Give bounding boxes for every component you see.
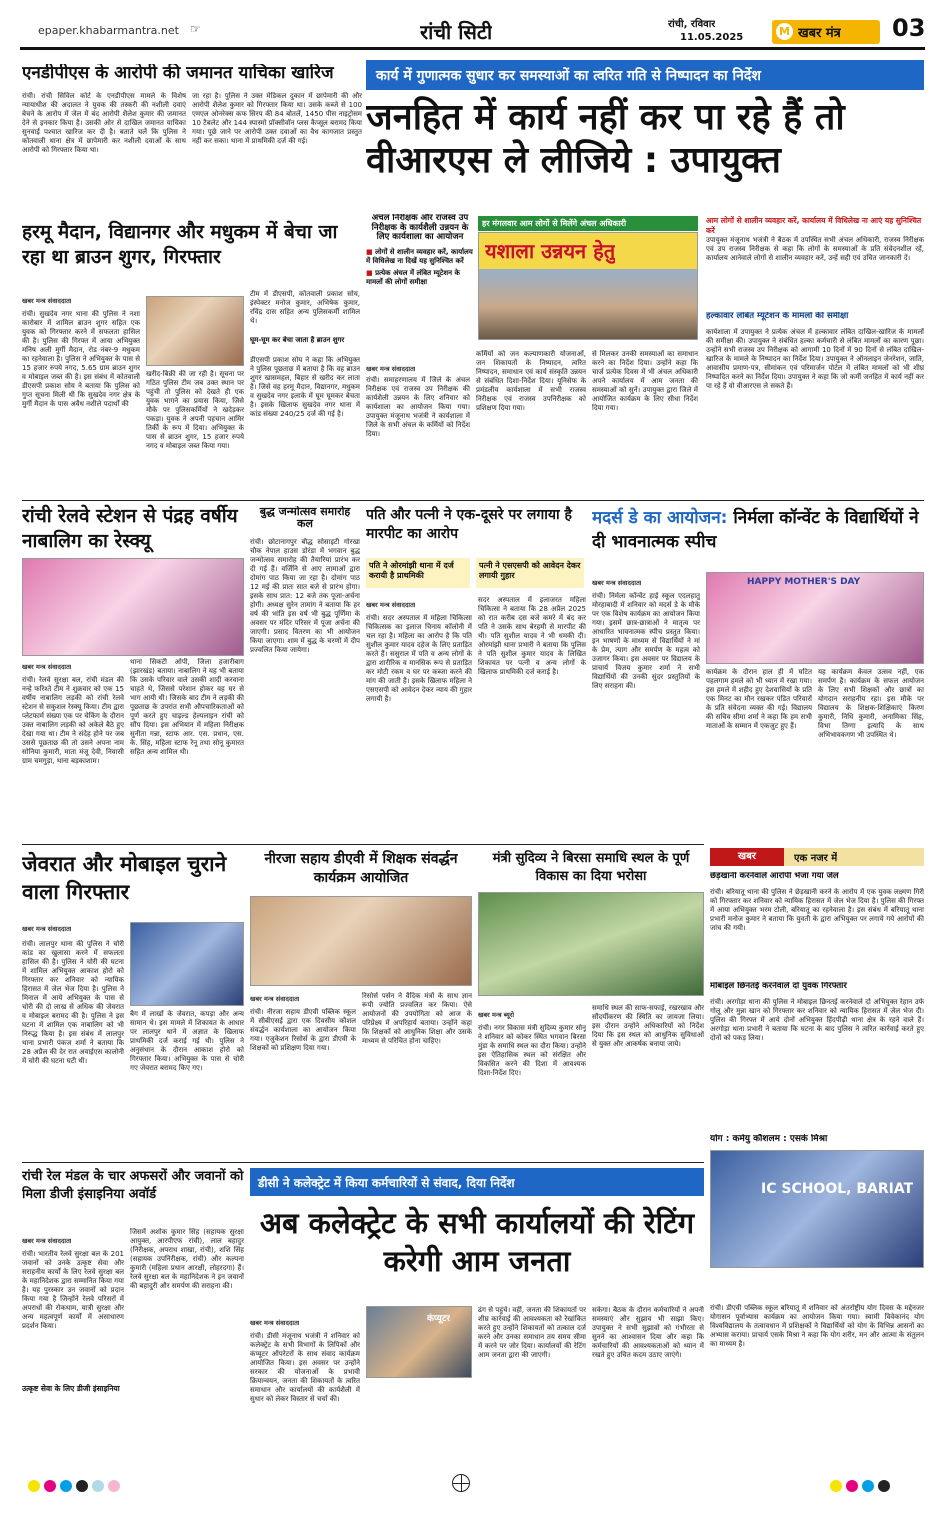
a4-photo [22,558,244,656]
a2-body-col1: रांची। समाहरणालय में जिले के अंचल निरीक्षक एवं राजस्व उप निरीक्षक की कार्यशैली उन्नयन के लिए शनिवार को कार्यशाला का आयोजन किया गया। उपायुक्त मंजूनाथ भजंत्री ने कार्यशाला में जिले के सभी अंचल के कर्मियों को निर्देश दिया। [366,376,470,438]
a2-box-title: अंचल निरीक्षक और राजस्व उप निरीक्षक के कार्यशैली उन्नयन के लिए कार्यशाला का आयोजन [371,214,469,243]
a3-body-col1: रांची। सुखदेव नगर थाना की पुलिस ने नशा कारोबार में शामिल ब्राउन शुगर सहित एक युवक को गिरफ्तार करने में सफलता हासिल की है। पुलिस की गिरफ्त में आया अभियुक्त मनिष अली मुर्गी मैदान, रोड नंबर-9 मधुकम का रहनेवाला है। पुलिस ने अभियुक्त के पास से 15 हजार रुपये नगद, 5.65 ग्राम ब्राउन शुगर व मोबाइल जब्त की है। इस संबंध में कोतवाली डीएसपी प्रकाश सोय ने बताया कि पुलिस को गुप्त सूचना मिली थी कि सुखदेव नगर क्षेत्र के मुर्गी मैदान के पास अवैध नशीले पदार्थों की [22,310,140,408]
registration-dots-left [28,1480,120,1492]
a5-body: रांची। छोटानागपुर बौद्ध सोसाइटी गोरखा चौक नेपाल हाउस डोरंडा में भगवान बुद्ध जन्मोत्सव समारोह की तैयारियां प्रारंभ कर दी गई हैं। वर्जिनि से आए लामाओं द्वारा दोमांग पाठ किया जा रहा है। दोमांग पाठ 12 मई की प्रातः सात बजे से प्रारंभ होगा। इसके साथ प्रात: 12 बजे तक पूजा-अर्चना होगी। अध्यक्ष सुरेन तामांग ने बताया कि हर वर्ष की भांति इस वर्ष भी बुद्ध पूर्णिमा के अवसर पर मंदिर परिसर में पूजा अर्चना की जाएगी। प्रसाद वितरण का भी आयोजन किया जाएगा। शाम में बुद्ध के चरणों में दीप प्रज्वलित किया जायेगा। [250,538,360,654]
a8-photo [130,922,244,1006]
a2-sub2: हल्कावार लंबित म्यूटेशन के मामलों की समीक्षा [706,312,849,321]
a3-body-col3a: टीम में डीएसपी, कोतवाली प्रकाश सोय, इंस्पेक्टर मनोज कुमार, अभिषेक कुमार, रविंद्र दास सहित अन्य पुलिसकर्मी शामिल थे। [250,290,360,325]
a7-body-col2: कार्यक्रम के दौरान हाल ही में घटित पहलगाम हमले को भी ध्यान में रखा गया। इस हमले में शहीद हुए देशवासियों के प्रति एक मिनट का मौन रखकर पंडित परिवारों के प्रति संवेदना व्यक्त की गई। विद्यालय की सचिव सीमा शर्मा ने कहा कि हम सभी माताओं के सम्मान में एकजुट हुए हैं। [706,668,812,730]
a1-body-col1: रांची। रांची सिविल कोर्ट के एनडीपीएस मामले के विशेष न्यायाधीश की अदालत ने युवक की तस्करी की नशीली दवाएं बेचने के आरोप में जेल में बंद आरोपी शैलेश कुमार की जमानत देने से इनकार किया है। उसकी ओर से दाखिल जमानत याचिका सुनवाई पश्चात खारिज कर दी है। बताते चलें कि पुलिस ने कोतवाली थाना क्षेत्र में छापेमारी कर नशीली दवाओं के साथ आरोपी को गिरफ्तार किया था। [22,92,186,154]
brand-logo-icon: M [776,23,793,40]
a13-kicker: डीसी ने कलेक्ट्रेट में किया कर्मचारियों से संवाद, दिया निर्देश [250,1168,704,1196]
a8-byline: खबर मन्त्र संवाददाता [22,925,72,933]
a7-body-col1: रांची। निर्मला कॉन्वेंट हाई स्कूल एदलहातु मोरहाबादी में शनिवार को मदर्स डे के मौके पर एक विशेष कार्यक्रम का आयोजन किया गया। इसमें छात्र-छात्राओं ने मातृत्व पर आधारित भावनात्मक स्पीच प्रस्तुत किया। इन भाषणों के माध्यम से विद्यार्थियों ने मां के प्रेम, त्याग और समर्पण के महत्व को उजागर किया। इस अवसर पर विद्यालय के प्राचार्य विजय कुमार शर्मा ने सभी विद्यार्थियों की उनकी सुंदर प्रस्तुतियों के लिए सराहना की। [592,592,700,690]
a12-headline: रांची रेल मंडल के चार अफसरों और जवानों को मिला डीजी इंसाइनिया अवॉर्ड [22,1169,244,1202]
a2-kicker: कार्य में गुणात्मक सुधार कर समस्याओं का त्वरित गति से निष्पादन का निर्देश [366,60,924,90]
brand-logo [772,20,880,44]
a12-body-col2: जिसमें अशोक कुमार सिंह (सहायक सुरक्षा आयुक्त, आरपीएफ रांची), लाल बहादुर (निरीक्षक, अपराध शाखा, रांची), शशि सिंह (सहायक उपनिरीक्षक, रांची) और कल्पना कुमारी (महिला प्रधान आरक्षी, लोहरदगा) हैं। रेलवे सुरक्षा बल के महानिदेशक ने इन जवानों की बहादुरी और समर्पण की सराहना की। [130,1228,244,1290]
a11-tag-bar [710,848,924,866]
a11-sub1: छेड़खानी करनेवाले आरोपी भेजा गया जेल [710,872,839,881]
a8-body-col1: रांची। लालपुर थाना की पुलिस ने चोरी कांड का खुलासा करने में सफलता हासिल की है। पुलिस ने चोरी की घटना में शामिल अभियुक्त आकाश होरो को गिरफ्तार कर शनिवार को न्यायिक हिरासत में जेल भेज दिया है। पुलिस ने मिनाल में आये अभियुक्त के पास से चोरी की दो लाख से अधिक की जेवरात व मोबाइल बरामद की है। पुलिस ने इस घटना में शामिल एक नाबालिग को भी निरुद्ध किया है। इस संबंध में लालपुर थाना प्रभारी पंकज शर्मा ने बताया कि 28 अप्रैल की देर रात अवाईएस कालोनी में चोरी की घटना घटी थी। [22,940,124,1065]
a7-headline-blue: मदर्स डे का आयोजन: [592,508,728,528]
a7-headline-main: निर्मला कॉन्वेंट के विद्यार्थियों ने दी भावनात्मक स्पीच [592,508,919,552]
a2-side-red: आम लोगों से शालीन व्यवहार करें, कार्यालय में विधिलेख ना आएं यह सुनिश्चित करें [706,216,922,235]
a10-body-col1: रांची। नगर विकास मंत्री सुदिव्य कुमार सोनू ने शनिवार को कोकर स्थित भगवान बिरसा मुंडा के समाधि स्थल का दौरा किया। उन्होंने इस ऐतिहासिक स्थल को संरक्षित और विकसित करने की दिशा में आवश्यक दिशा-निर्देश दिए। [478,1024,586,1077]
a13-body-col3: सकेगा। बैठक के दौरान कर्मचारियों ने अपनी समस्याएं और सुझाव भी साझा किए। उपायुक्त ने सभी सुझावों को गंभीरता से सुनने का आश्वासन दिया और कहा कि कर्मचारियों की आवश्यकताओं को ध्यान में रखते हुए उचित कदम उठाए जाएंगे। [592,1306,704,1359]
a2-photo-caption: हर मंगलवार आम लोगों से मिलेंगे अंचल अधिकारी [478,216,698,231]
a6-sub1: पति ने ओरमांझी थाना में दर्ज करायी है प्राथमिकी [366,558,470,588]
a11-body1: रांची। बरियातू थाना की पुलिस ने छेड़खानी करने के आरोप में एक युवक लक्ष्मण गिरी को गिरफ्तार कर शनिवार को न्यायिक हिरासत में जेल भेज दिया है। पुलिस की गिरफ्त में आया अभियुक्त भरम टोली, बरियातू का रहनेवाला है। इस संबंध में बरियातू थाना प्रभारी मनोज कुमार ने बताया कि युवती के द्वारा अभियुक्त पर लगाये गये आरोपों की जांच की गयी। [710,888,924,932]
a3-body-col3b: डीएसपी प्रकाश सोय ने कहा कि अभियुक्त ने पुलिस पूछताछ में बताया है कि वह ब्राउन शुगर खासमहल, बिहार से खरीद कर लाता है। जिसे वह हरमू मैदान, विद्यानगर, मधुकम व सुखदेव नगर इलाके में घूम घूमकर बेचता है। इसके खिलाफ सुखदेव नगर थाना में कांड संख्या 240/25 दर्ज की गई है। [250,356,360,418]
a8-body-col2: बैग में लाखों के जेवरात, कपड़ा और अन्य सामान थे। इस मामले में शिकायत के आधार पर लालपुर थाने में अज्ञात के खिलाफ प्राथमिकी दर्ज कराई गई थी। पुलिस ने अनुसंधान के दौरान आकाश होरो को गिरफ्तार किया। अभियुक्त के पास से चोरी गए जेवरात बरामद किए गए। [130,1010,244,1072]
a2-body-col2: कर्मियों को जन कल्याणकारी योजनाओं, जन शिकायतों के निष्पादन, त्वरित निष्पादन, समाधान एवं कार्य संस्कृति उन्नयन से संबंधित दिशा-निर्देश दिया। यूनिसेफ के प्रमंडलीय कार्यशाला में सभी राजस्व निरीक्षक एवं राजस्व उपनिरीक्षक को प्रशिक्षण दिया गया। [476,350,586,412]
a10-headline: मंत्री सुदिव्य ने बिरसा समाधि स्थल के पूर्ण विकास का दिया भरोसा [492,851,690,884]
a13-photo [366,1306,472,1378]
edition-date: 11.05.2025 [680,32,744,43]
a4-body-col2: थाना सिकटी ओपी, जिला हजारीबाग (झारखंड) बताया। नाबालिग ने यह भी बताया कि उसके परिवार वाले उसकी शादी करवाना चाहते थे, जिससे परेशान होकर वह घर से भाग आयी थी। जिसके बाद टीम ने लड़की की पूछताछ के उपरांत सभी औपचारिकताओं को पूर्ण करते हुए चाइल्ड हेल्पलाइन रांची को सौंप दिया। इस अभियान में महिला निरीक्षक सुनीता गन्ना, स्टाफ आर. एस. प्रधान, एस. के. सिंह, महिला स्टाफ रेनू तथा सोनू कुमारत सहित अन्य शामिल थी। [130,658,244,756]
a3-photo [146,296,244,366]
a10-body-col2: समाधि स्थल की साफ-सफाई, रखरखाव और सौंदर्यीकरण की स्थिति का जायजा लिया। इस दौरान उन्होंने अधिकारियों को निर्देश दिया कि इस स्थल को आधुनिक सुविधाओं से युक्त और आकर्षक बनाया जाये। [592,1004,704,1048]
a2-body-col3: से मिलकर उनकी समस्याओं का समाधान करने का निर्देश दिया। उन्होंने कहा कि चार्ज प्रत्येक दिवस में भी अंचल अधिकारी अपने कार्यालय में आम जनता की समस्याओं को सुनें। उपायुक्त द्वारा जिले में आयोजित कार्यक्रम के लिए सीधा निर्देश दिया गया। [592,350,698,412]
a10-byline: खबर मन्त्र ब्यूरो [478,1011,515,1019]
a2-headline: जनहित में कार्य नहीं कर पा रहे हैं तो वीआरएस ले लीजिये : उपायुक्त [366,97,845,181]
a4-headline: रांची रेलवे स्टेशन से पंद्रह वर्षीय नाबालिग का रेस्क्यू [22,505,238,552]
a11-body3: रांची। डीएवी पब्लिक स्कूल बरियातू में शनिवार को अंतर्राष्ट्रीय योग दिवस के मद्देनजर योगासन पूर्वाभ्यास कार्यक्रम का आयोजन किया गया। स्वामी विवेकानंद योग विश्वविद्यालय के तत्वावधान में प्रशिक्षकों ने विद्यार्थियों को योग के विभिन्न आसनों का अभ्यास कराया। प्राचार्य एसके मिश्रा ने कहा कि योग शरीर, मन और आत्मा के संतुलन का माध्यम है। [710,1304,924,1348]
a13-photo-banner: कंप्यूटर [427,1314,451,1324]
a9-byline: खबर मन्त्र संवाददाता [250,995,300,1003]
a6-body-col1: रांची। सदर अस्पताल में महिला चिकित्सा चिकित्सक का इलाज चिनाय कॉलोनी में चल रहा है। महिला का आरोप है कि पति सुशील कुमार यादव दहेज के लिए प्रताड़ित करते हैं। ससुराल में पति व अन्य लोगों के द्वारा शारीरिक व मानसिक रूप से प्रताड़ित कर मोटी रकम व घर पर कब्जा करने की मांग की जाती है। इसके खिलाफ महिला ने एसएसपी को आवेदन देकर न्याय की गुहार लगायी है। [366,614,472,703]
a2-side-body2: कार्यशाला में उपायुक्त ने प्रत्येक अंचल में हल्कावार लंबित दाखिल-खारिज के मामलों की समीक्षा की। उपायुक्त ने संबंधित हल्का कर्मचारी से लंबित मामलों का कारण पूछा। उन्होंने सभी राजस्व उप निरीक्षक को आगामी 10 दिनों में 90 दिनों से लंबित दाखिल-खारिज के मामले के निष्पादन का निर्देश दिया। उपायुक्त ने ऑनलाइन जेनरेशन, जाति, आवासीय प्रमाण-पत्र, सीमांकन एवं परिमार्जन पोर्टल में लंबित मामलों को भी शीघ्र निष्पादित करने का निर्देश दिया। उपायुक्त ने कहा कि जो कर्मी जनहित में कार्य नहीं कर पा रहे हैं वो वीआरएस ले सकते हैं। [706,328,924,390]
a13-byline: खबर मन्त्र संवाददाता [250,1319,300,1327]
a2-byline: खबर मन्त्र संवाददाता [366,365,416,373]
a11-sub3: योग : कर्मयु कौशलम : एसके मिश्रा [710,1134,828,1144]
a9-headline: नीरजा सहाय डीएवी में शिक्षक संवर्द्धन कार्यक्रम आयोजित [264,851,458,886]
a7-byline: खबर मन्त्र संवाददाता [592,579,642,587]
a11-sub2: मोबाइल छिनतई करनेवाले दो युवक गिरफ्तार [710,982,847,991]
a2-bullet-2: ■ प्रत्येक अंचल में लंबित म्यूटेशन के मामलों की लोगों समीक्षा [366,268,460,286]
brand-name: खबर मंत्र [798,26,841,41]
a13-body-col2: ढंग से पहुंचे। वहीं, जनता की शिकायतों पर शीघ्र कार्रवाई की आवश्यकता को रेखांकित करते हुए उन्होंने शिकायतों को तत्काल दर्ज करने और उनका समाधान तय समय सीमा में करने पर जोर दिया। कार्यालयों की रेटिंग आम जनता द्वारा की जाएगी। [478,1306,586,1359]
a3-headline: हरमू मैदान, विद्यानगर और मधुकम में बेचा जा रहा था ब्राउन शुगर, गिरफ्तार [22,221,338,268]
a9-body-col1: रांची। नीरजा सहाय डीएवी पब्लिक स्कूल में सीबीएसई द्वारा एक दिवसीय कौशल संवर्द्धन कार्यशाला का आयोजन किया गया। एजुकेशन रिसोर्स के द्वारा डीएवी के शिक्षकों को प्रशिक्षण दिया गया। [250,1008,356,1052]
a5-headline: बुद्ध जन्मोत्सव समारोह कल [259,506,351,531]
a11-photo [710,1150,924,1268]
a1-headline: एनडीपीएस के आरोपी की जमानत याचिका खारिज [22,64,334,83]
a6-body-col2: सदर अस्पताल में इलाजरत महिला चिकित्सा ने बताया कि 28 अप्रैल 2025 को रात करीब दस बजे कमरे में बंद कर पति ने उसके साथ बेरहमी से मारपीट की थी। पति सुशील यादव ने भी धमकी दी। ओरमांझी थाना प्रभारी ने बताया कि पुलिस ने पति सुशील कुमार यादव के लिखित शिकायत पर पत्नी व अन्य लोगों के खिलाफ प्राथमिकी दर्ज कराई है। [478,596,586,676]
section-title: रांची सिटी [420,20,493,44]
a9-photo [250,896,472,986]
registration-crosshair-icon [452,1474,470,1492]
a3-byline: खबर मन्त्र संवाददाता [22,297,72,305]
a1-body-col2: जा रहा है। पुलिस ने उक्त मेडिकल दुकान में छापेमारी की और आरोपी शैलेश कुमार को गिरफ्तार किया था। उसके कब्जे से 100 एमएल ओनरेक्स कफ सिरप की 84 बोतलें, 1450 पीस नाइट्रोसम 10 टैबलेट और 144 स्पास्मो प्रॉक्सीवॉन प्लस कैप्सूल बरामद किया गया। पूछे जाने पर आरोपी उक्त दवाओं का वैध कागजात प्रस्तुत नहीं कर सका। थाना में प्राथमिकी दर्ज की गई। [192,92,362,145]
a7-photo-banner: HAPPY MOTHER'S DAY [747,577,861,587]
a12-body-col1: रांची। भारतीय रेलवे सुरक्षा बल के 201 जवानों को उनके उत्कृष्ट सेवा और सराहनीय कार्यों के लिए रेलवे सुरक्षा बल के महानिदेशक द्वारा सम्मानित किया गया है। यह पुरस्कार उन जवानों को प्रदान किया गया है जिन्होंने रेलवे परिसरों में अपराधों की रोकथाम, यात्री सुरक्षा और अन्य महत्वपूर्ण कार्यों में असाधारण प्रदर्शन किया। [22,1250,124,1330]
place-day: रांची, रविवार [668,19,716,30]
a3-sub: घूम-घूम कर बेचा जाता है ब्राउन शुगर [250,336,345,344]
a11-tag: खबर [710,848,784,866]
a7-body-col3: यह कार्यक्रम केवल उत्सव नहीं, एक समर्पण है। कार्यक्रम के सफल आयोजन के लिए सभी शिक्षकों और छात्रों का योगदान सराहनीय रहा। इस मौके पर विद्यालय के शिक्षक-शिक्षिकाएं किरण कुमारी, निधि कुमारी, अनामिका सिंह, विभा तिग्गा इत्यादि के साथ अभिभावकगण भी उपस्थित थे। [818,668,924,739]
a7-headline [592,506,924,554]
a2-bullet-1: ■ लोगों से शालीन व्यवहार करें, कार्यालय में विधिलेख ना दिखें यह सुनिश्चित करें [366,247,473,265]
a12-byline: खबर मन्त्र संवाददाता [22,1237,72,1245]
page-number: 03 [892,14,925,42]
masthead [20,14,925,50]
site-url[interactable]: epaper.khabarmantra.net [38,24,179,37]
a3-body-col2: खरीद-बिक्री की जा रही है। सूचना पर गठित पुलिस टीम जब उक्त स्थान पर पहुंची तो पुलिस को देखते ही एक युवक भागने का प्रयास किया, जिसे मौके पर पुलिसकर्मियों ने खदेड़कर पकड़ा। युवक ने अपनी पहचान आमिर तिर्की के रूप में दिया। अभियुक्त के पास से ब्राउन शुगर, 15 हजार रुपये नगद व मोबाइल जब्त किया गया। [146,370,244,450]
a6-headline: पति और पत्नी ने एक-दूसरे पर लगाया है मारपीट का आरोप [366,507,572,542]
a8-headline: जेवरात और मोबाइल चुराने वाला गिरफ्तार [22,852,227,904]
a11-body2: रांची। अरगोड़ा थाना की पुलिस ने मोबाइल छिनतई करनेवाले दो अभियुक्त रेहान उर्फ गोलू और मुन्ना खान को गिरफ्तार कर शनिवार को न्यायिक हिरासत में जेल भेज दी। पुलिस की गिरफ्त में आये दोनों अभियुक्त हिंदपीढ़ी थाना क्षेत्र के रहने वाले हैं। अरगोड़ा थाना प्रभारी ने बताया कि घटना के बाद पुलिस ने त्वरित कार्रवाई करते हुए दोनों को पकड़ लिया। [710,998,924,1042]
a2-photo [478,232,698,340]
registration-dots-right [830,1480,890,1492]
a11-tag2: एक नजर में [794,853,838,864]
cursor-icon: ☞ [190,22,201,36]
a9-body-col2: रिसोर्स पर्सन ने वैदिक मंत्रों के साथ ज्ञान रूपी ज्योति प्रज्वलित कर किया। ऐसे आयोजनों की उपयोगिता को आज के परिप्रेक्ष्य में अपरिहार्य बताया। उन्होंने कहा कि शिक्षकों को आधुनिक शिक्षा और उसके माध्यम से परिचित होना चाहिए। [362,992,472,1045]
a2-box [366,214,474,350]
a13-headline: अब कलेक्ट्रेट के सभी कार्यालयों की रेटिंग करेगी आम जनता [259,1206,695,1278]
a12-sub: उत्कृष्ट सेवा के लिए डीजी इंसाइनिया [22,1384,120,1393]
a4-body-col1: रांची। रेलवे सुरक्षा बल, रांची मंडल की नन्हे फरिश्ते टीम ने शुक्रवार को एक 15 वर्षीय नाबालिग लड़की को रांची रेलवे स्टेशन से सकुशल रेस्क्यू किया। टीम द्वारा प्लेटफार्म संख्या एक पर चेकिंग के दौरान उक्त नाबालिग लड़की को अकेले बैठे हुए देखा गया था। टीम ने संदेह होने पर जब उससे पूछताछ की तो उसने अपना नाम सोनिया कुमारी, माता मंजू देवी, निवासी ग्राम चमगुड़ा, थाना बड़काशाम। [22,676,124,765]
a7-photo [706,572,924,664]
a6-sub2: पत्नी ने एसएसपी को आवेदन देकर लगायी गुहार [476,558,584,588]
a13-body-col1: रांची। डीसी मंजूनाथ भजंत्री ने शनिवार को कलेक्ट्रेट के सभी विभागों के लिपिकों और कंप्यूटर ऑपरेटरों के साथ संवाद कार्यक्रम आयोजित किया। इस अवसर पर उन्होंने सरकार की योजनाओं के प्रभावी क्रियान्वयन, जनता की शिकायतों के त्वरित समाधान और कार्यालयों की कार्यशैली में सुधार को लेकर विस्तार से चर्चा की। [250,1332,360,1403]
a6-byline: खबर मन्त्र संवाददाता [366,601,416,609]
a2-side-body: उपायुक्त मंजूनाथ भजंत्री ने बैठक में उपस्थित सभी अंचल अधिकारी, राजस्व निरीक्षक एवं उप राजस्व निरीक्षक से कहा कि लोगों के समस्याओं के प्रति संवेदनशील रहें, कार्यालय आनेवाले लोगों से शालीन व्यवहार करें, उन्हें सही एवं उचित जानकारी दें। [706,236,924,262]
a10-photo [478,892,704,996]
a2-photo-banner: यशाला उन्नयन हेतु [485,239,616,263]
a11-photo-banner: IC SCHOOL, BARIAT [761,1181,914,1197]
a4-byline: खबर मन्त्र संवाददाता [22,663,72,671]
